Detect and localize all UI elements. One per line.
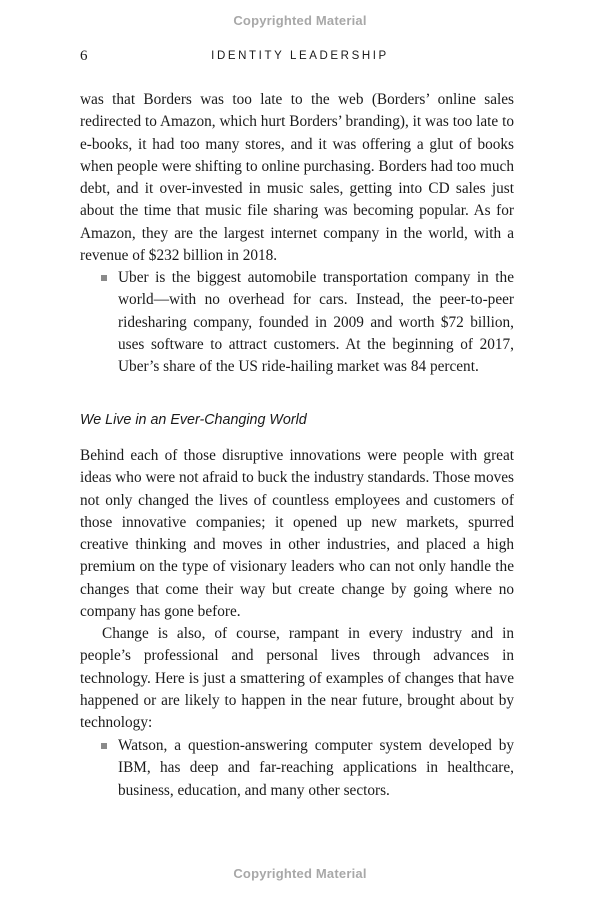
paragraph-change: Change is also, of course, rampant in every industry and in people’s professional and personal lives through advances in technology. Here is just a smattering of examples of changes that have happened or are likely to happen in the near future, brought about by technology:: [80, 625, 514, 732]
book-title: IDENTITY LEADERSHIP: [211, 50, 389, 62]
square-bullet-icon: [101, 275, 107, 281]
section-heading: We Live in an Ever-Changing World: [80, 412, 307, 428]
paragraph-disruptive-innovations: Behind each of those disruptive innovations were people with great ideas who were not afraid to buck the industry standards. Those moves not only changed the lives of countless employees and customers of those innovative companies; it opened up new markets, spurred creative thinking and moves in other industries, and placed a high premium on the type of visionary leaders who can not only handle the changes that come their way but create change by going where no company has gone before.: [80, 447, 514, 621]
copyright-watermark-bottom: Copyrighted Material: [233, 866, 367, 881]
bullet-text-uber: Uber is the biggest automobile transportation company in the world—with no overhead for cars. Instead, the peer-to-peer ridesharing company, founded in 2009 and worth $72 billion, uses software to attract customers. At the beginning of 2017, Uber’s share of the US ride-hailing market was 84 percent.: [118, 269, 514, 376]
continued-paragraph: was that Borders was too late to the web (Borders’ online sales redirected to Amazon, which hurt Borders’ branding), it was too late to e-books, it had too many stores, and it was offering a glut of books when people were shifting to online purchasing. Borders had too much debt, and it over-invested in music sales, getting into CD sales just about the time that music file sharing was becoming popular. As for Amazon, they are the largest internet company in the world, with a revenue of $232 billion in 2018.: [80, 91, 514, 265]
bullet-item-uber: [80, 267, 514, 378]
copyright-watermark-top: Copyrighted Material: [233, 13, 367, 28]
bullet-item-watson: [80, 735, 514, 802]
page-number: 6: [80, 48, 88, 64]
square-bullet-icon: [101, 743, 107, 749]
running-header: [80, 48, 520, 64]
bullet-text-watson: Watson, a question-answering computer system developed by IBM, has deep and far-reaching applications in healthcare, business, education, and many other sectors.: [118, 737, 514, 799]
